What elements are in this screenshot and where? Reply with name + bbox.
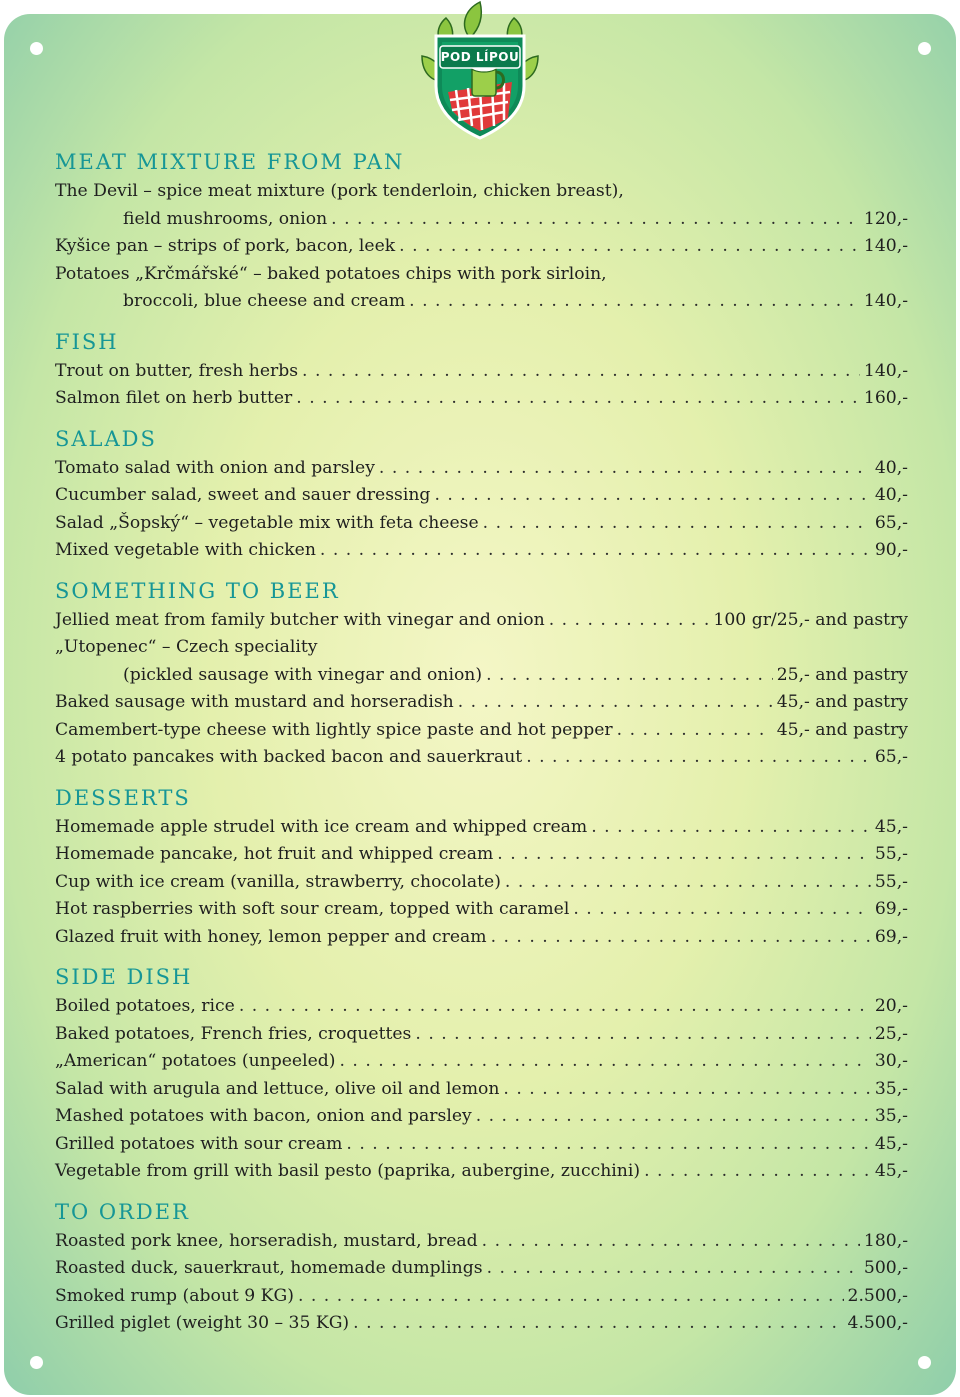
- section-title: SOMETHING TO BEER: [55, 578, 340, 603]
- dot-leader: [298, 1283, 844, 1311]
- menu-item-price: 65,-: [874, 747, 908, 767]
- menu-item: [55, 1021, 908, 1049]
- menu-section: [55, 326, 908, 413]
- dot-leader: [573, 896, 870, 924]
- mounting-hole-bottom-left: [30, 1356, 43, 1369]
- menu-section: [55, 961, 908, 1186]
- menu-item: [55, 482, 908, 510]
- menu-item: [55, 1310, 908, 1338]
- menu-item-name: Vegetable from grill with basil pesto (paprika, aubergine, zucchini): [55, 1161, 641, 1181]
- dot-leader: [591, 814, 871, 842]
- dot-leader: [458, 689, 773, 717]
- menu-item-name: Glazed fruit with honey, lemon pepper and cream: [55, 926, 487, 947]
- dot-leader: [482, 1228, 860, 1256]
- menu-item-name: Baked sausage with mustard and horseradish: [55, 692, 454, 712]
- mounting-hole-bottom-right: [918, 1356, 931, 1369]
- logo-text: POD LÍPOU: [440, 50, 520, 64]
- menu-item-price: 140,-: [863, 360, 908, 381]
- menu-item-price: 40,-: [874, 485, 908, 505]
- menu-item: [55, 924, 908, 952]
- menu-item-name: Hot raspberries with soft sour cream, topped with caramel: [55, 899, 570, 919]
- dot-leader: [434, 482, 870, 510]
- menu-item-price: 35,-: [874, 1106, 908, 1126]
- dot-leader: [476, 1103, 871, 1131]
- menu-item-price: 20,-: [874, 996, 908, 1016]
- dot-leader: [239, 993, 871, 1021]
- menu-item-name: Baked potatoes, French fries, croquettes: [55, 1023, 412, 1044]
- dot-leader: [491, 924, 871, 952]
- menu-item-price: 500,-: [863, 1258, 908, 1278]
- menu-item-name: „Utopenec“ – Czech speciality: [55, 637, 318, 657]
- menu-item-name: 4 potato pancakes with backed bacon and sauerkraut: [55, 747, 523, 767]
- menu-item: [55, 288, 908, 316]
- menu-item-price: 100 gr/25,- and pastry: [713, 609, 908, 630]
- dot-leader: [483, 510, 871, 538]
- menu-item-name: Cup with ice cream (vanilla, strawberry, chocolate): [55, 871, 501, 892]
- menu-item-name: Grilled piglet (weight 30 – 35 KG): [55, 1313, 350, 1333]
- dot-leader: [302, 358, 860, 386]
- menu-item: [55, 261, 908, 289]
- mounting-hole-top-right: [918, 42, 931, 55]
- dot-leader: [339, 1048, 870, 1076]
- section-title: MEAT MIXTURE FROM PAN: [55, 150, 405, 174]
- menu-item-price: 140,-: [863, 291, 908, 311]
- menu-item-price: 45,-: [874, 1161, 908, 1181]
- dot-leader: [505, 869, 871, 897]
- menu-item-name: Jellied meat from family butcher with vinegar and onion: [55, 609, 545, 630]
- menu-item-name: „American“ potatoes (unpeeled): [55, 1051, 336, 1071]
- menu-item-name: Roasted pork knee, horseradish, mustard, bread: [55, 1230, 478, 1251]
- dot-leader: [331, 206, 860, 234]
- menu-item-name: Salmon filet on herb butter: [55, 388, 293, 408]
- menu-item-price: 30,-: [874, 1051, 908, 1071]
- menu-item-name: Salad „Šopský“ – vegetable mix with feta cheese: [55, 512, 479, 533]
- menu-item-name: Tomato salad with onion and parsley: [55, 457, 375, 478]
- menu-content: [55, 146, 908, 1338]
- menu-item-price: 40,-: [874, 457, 908, 478]
- dot-leader: [617, 717, 773, 745]
- menu-item: [55, 358, 908, 386]
- menu-section: [55, 146, 908, 316]
- section-title: DESSERTS: [55, 785, 191, 810]
- menu-item-price: 2.500,-: [847, 1285, 908, 1306]
- menu-item: [55, 233, 908, 261]
- menu-item-name: (pickled sausage with vinegar and onion): [123, 664, 483, 685]
- dot-leader: [379, 455, 871, 483]
- menu-item-name: Cucumber salad, sweet and sauer dressing: [55, 485, 431, 505]
- menu-item-name: broccoli, blue cheese and cream: [123, 291, 406, 311]
- menu-item: [55, 1048, 908, 1076]
- menu-item: [55, 1255, 908, 1283]
- menu-item-price: 65,-: [874, 512, 908, 533]
- menu-item: [55, 1283, 908, 1311]
- dot-leader: [346, 1131, 870, 1159]
- menu-item-price: 140,-: [863, 236, 908, 256]
- menu-section: [55, 575, 908, 772]
- dot-leader: [486, 662, 773, 690]
- menu-item: [55, 1076, 908, 1104]
- menu-item: [55, 1131, 908, 1159]
- restaurant-logo: [412, 0, 548, 142]
- dot-leader: [503, 1076, 870, 1104]
- menu-item-price: 55,-: [874, 871, 908, 892]
- dot-leader: [487, 1255, 860, 1283]
- menu-item-price: 120,-: [863, 208, 908, 229]
- menu-item: [55, 841, 908, 869]
- dot-leader: [320, 537, 871, 565]
- menu-item: [55, 814, 908, 842]
- menu-item-name: Homemade pancake, hot fruit and whipped cream: [55, 844, 494, 864]
- dot-leader: [353, 1310, 843, 1338]
- menu-item: [55, 1228, 908, 1256]
- menu-item: [55, 869, 908, 897]
- section-title: TO ORDER: [55, 1199, 190, 1224]
- dot-leader: [415, 1021, 870, 1049]
- menu-item: [55, 634, 908, 662]
- menu-item-name: Boiled potatoes, rice: [55, 996, 235, 1016]
- menu-item-name: Homemade apple strudel with ice cream and whipped cream: [55, 816, 588, 837]
- menu-item-name: Trout on butter, fresh herbs: [55, 360, 299, 381]
- menu-item: [55, 1103, 908, 1131]
- menu-section: [55, 1196, 908, 1338]
- dot-leader: [409, 288, 860, 316]
- menu-item: [55, 689, 908, 717]
- menu-item-name: Kyšice pan – strips of pork, bacon, leek: [55, 236, 396, 256]
- menu-item: [55, 455, 908, 483]
- menu-item: [55, 896, 908, 924]
- menu-item-price: 90,-: [874, 540, 908, 560]
- menu-item: [55, 510, 908, 538]
- menu-item-name: Roasted duck, sauerkraut, homemade dumplings: [55, 1258, 483, 1278]
- menu-item-name: Camembert-type cheese with lightly spice paste and hot pepper: [55, 719, 613, 740]
- menu-section: [55, 782, 908, 952]
- dot-leader: [399, 233, 860, 261]
- dot-leader: [644, 1158, 871, 1186]
- section-title: FISH: [55, 329, 119, 354]
- menu-item-name: Potatoes „Krčmářské“ – baked potatoes chips with pork sirloin,: [55, 263, 607, 284]
- linden-leaf-shield-icon: [412, 0, 548, 142]
- menu-item-price: 55,-: [874, 844, 908, 864]
- menu-item: [55, 1158, 908, 1186]
- menu-item-price: 180,-: [863, 1230, 908, 1251]
- menu-item: [55, 717, 908, 745]
- section-title: SALADS: [55, 426, 157, 451]
- dot-leader: [526, 744, 871, 772]
- dot-leader: [549, 607, 710, 635]
- menu-item-price: 25,- and pastry: [776, 664, 908, 685]
- menu-item-price: 45,- and pastry: [776, 719, 908, 740]
- mounting-hole-top-left: [30, 42, 43, 55]
- menu-item-name: Mixed vegetable with chicken: [55, 540, 316, 560]
- menu-item: [55, 178, 908, 206]
- menu-item-price: 25,-: [874, 1023, 908, 1044]
- menu-item-price: 160,-: [863, 388, 908, 408]
- menu-item-price: 4.500,-: [847, 1313, 908, 1333]
- menu-item-price: 69,-: [874, 899, 908, 919]
- menu-item-price: 45,-: [874, 1133, 908, 1154]
- menu-item: [55, 993, 908, 1021]
- menu-section: [55, 423, 908, 565]
- menu-item-price: 69,-: [874, 926, 908, 947]
- dot-leader: [497, 841, 871, 869]
- menu-item-name: Salad with arugula and lettuce, olive oil and lemon: [55, 1078, 500, 1099]
- menu-item-price: 45,- and pastry: [776, 692, 908, 712]
- menu-item-name: The Devil – spice meat mixture (pork tenderloin, chicken breast),: [55, 181, 624, 201]
- menu-item-name: Mashed potatoes with bacon, onion and parsley: [55, 1106, 472, 1126]
- menu-item: [55, 744, 908, 772]
- section-title: SIDE DISH: [55, 965, 193, 989]
- menu-item-name: field mushrooms, onion: [123, 208, 328, 229]
- menu-item: [55, 385, 908, 413]
- menu-item-name: Smoked rump (about 9 KG): [55, 1285, 294, 1306]
- menu-item-name: Grilled potatoes with sour cream: [55, 1133, 343, 1154]
- menu-item-price: 45,-: [874, 816, 908, 837]
- menu-item-price: 35,-: [874, 1078, 908, 1099]
- menu-item: [55, 662, 908, 690]
- menu-item: [55, 607, 908, 635]
- menu-item: [55, 206, 908, 234]
- menu-item: [55, 537, 908, 565]
- dot-leader: [296, 385, 860, 413]
